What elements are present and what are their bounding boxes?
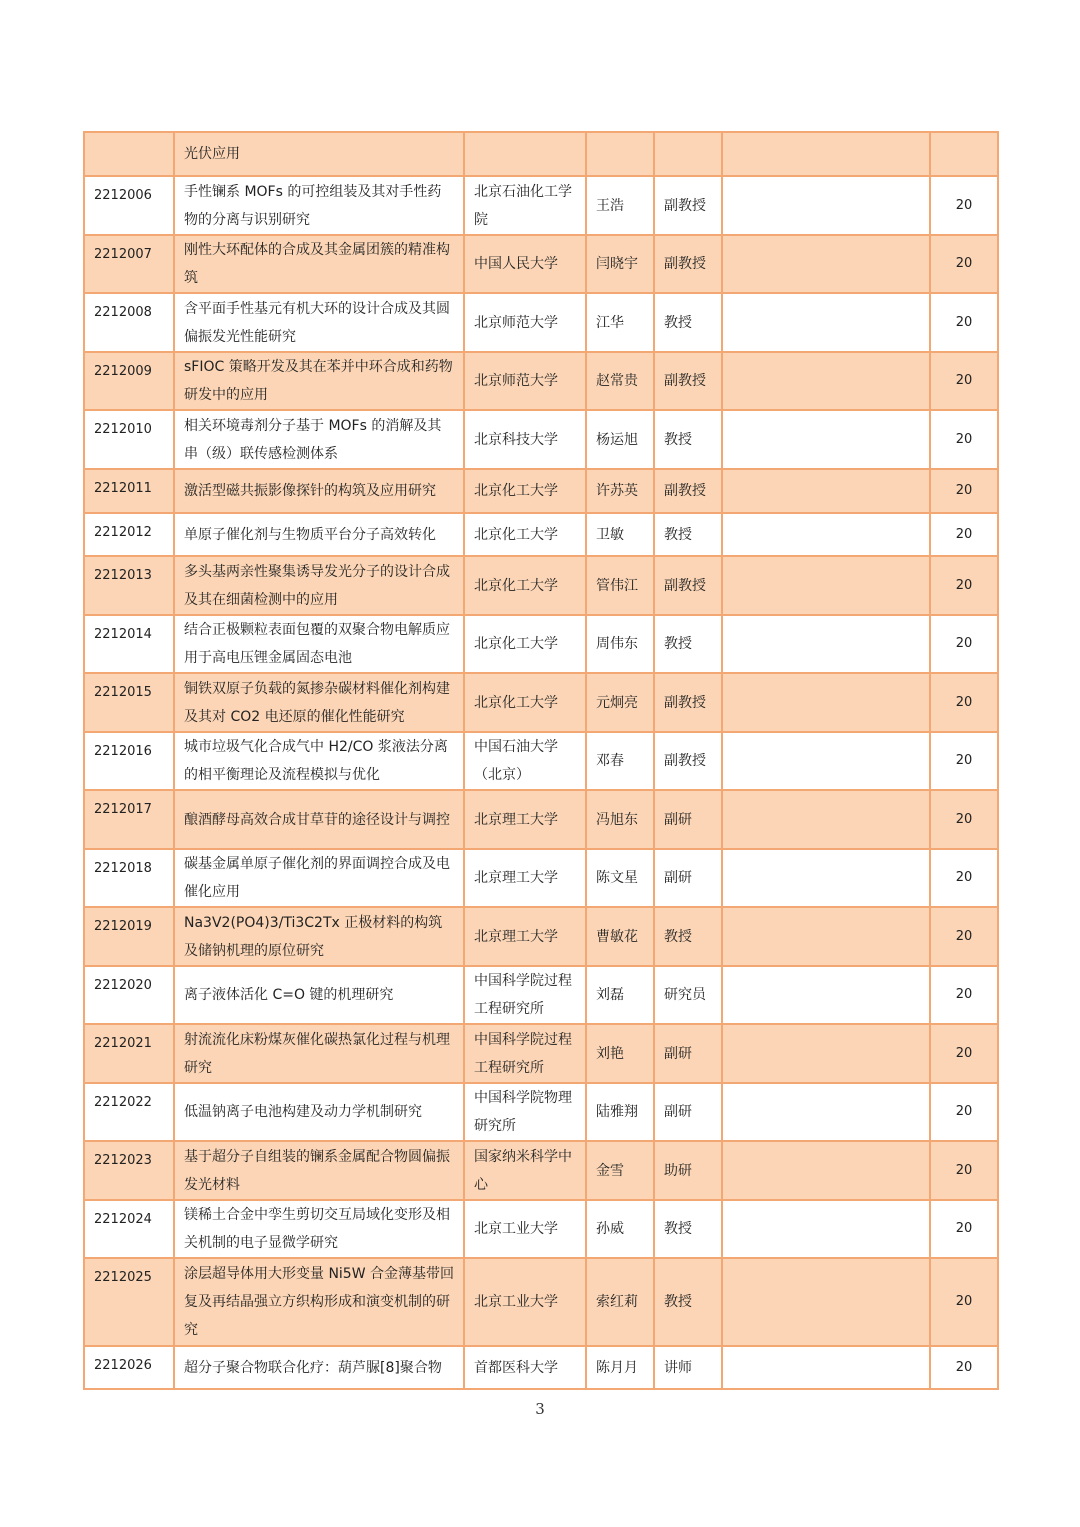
cell-note — [722, 556, 930, 615]
table-row — [84, 732, 998, 790]
cell-leader-name: 江华 — [586, 293, 654, 352]
cell-note — [722, 1346, 930, 1389]
table-row — [84, 556, 998, 615]
cell-project-title: 射流流化床粉煤灰催化碳热氯化过程与机理研究 — [174, 1024, 464, 1083]
table-body — [84, 132, 998, 1389]
cell-title-rank: 教授 — [654, 513, 722, 556]
cell-institution: 首都医科大学 — [464, 1346, 586, 1389]
cell-title-rank: 副教授 — [654, 732, 722, 790]
cell-project-title: 超分子聚合物联合化疗：葫芦脲[8]聚合物 — [174, 1346, 464, 1389]
cell-project-code: 2212011 — [84, 469, 174, 513]
cell-note — [722, 352, 930, 410]
table-row — [84, 1024, 998, 1083]
cell-title-rank: 教授 — [654, 615, 722, 673]
cell-institution: 北京理工大学 — [464, 907, 586, 966]
cell-title-rank: 副教授 — [654, 673, 722, 732]
cell-project-code: 2212008 — [84, 293, 174, 352]
cell-project-code: 2212020 — [84, 966, 174, 1024]
table-row — [84, 176, 998, 235]
cell-project-title: Na3V2(PO4)3/Ti3C2Tx 正极材料的构筑及储钠机理的原位研究 — [174, 907, 464, 966]
cell-institution: 北京化工大学 — [464, 513, 586, 556]
cell-note — [722, 907, 930, 966]
table-row — [84, 615, 998, 673]
cell-note — [722, 966, 930, 1024]
cell-institution: 中国人民大学 — [464, 235, 586, 293]
cell-leader-name: 金雪 — [586, 1141, 654, 1200]
cell-project-title: 镁稀土合金中孪生剪切交互局域化变形及相关机制的电子显微学研究 — [174, 1200, 464, 1258]
cell-title-rank: 副研 — [654, 1024, 722, 1083]
cell-project-code: 2212025 — [84, 1258, 174, 1346]
cell-project-title: 低温钠离子电池构建及动力学机制研究 — [174, 1083, 464, 1141]
cell-funding: 20 — [930, 176, 998, 235]
cell-note — [722, 1141, 930, 1200]
cell-note — [722, 1200, 930, 1258]
cell-note — [722, 732, 930, 790]
cell-leader-name: 邓春 — [586, 732, 654, 790]
cell-note — [722, 132, 930, 176]
cell-funding: 20 — [930, 293, 998, 352]
cell-title-rank: 副教授 — [654, 352, 722, 410]
cell-title-rank: 研究员 — [654, 966, 722, 1024]
cell-leader-name: 刘磊 — [586, 966, 654, 1024]
cell-project-title: 光伏应用 — [174, 132, 464, 176]
cell-project-code: 2212014 — [84, 615, 174, 673]
cell-leader-name: 闫晓宇 — [586, 235, 654, 293]
cell-project-title: 结合正极颗粒表面包覆的双聚合物电解质应用于高电压锂金属固态电池 — [174, 615, 464, 673]
cell-leader-name: 陆雅翔 — [586, 1083, 654, 1141]
cell-project-code: 2212019 — [84, 907, 174, 966]
table-row — [84, 966, 998, 1024]
cell-note — [722, 615, 930, 673]
cell-project-code: 2212012 — [84, 513, 174, 556]
cell-leader-name: 王浩 — [586, 176, 654, 235]
cell-project-code: 2212006 — [84, 176, 174, 235]
cell-institution: 中国科学院过程工程研究所 — [464, 1024, 586, 1083]
cell-title-rank: 副研 — [654, 790, 722, 849]
cell-institution: 中国科学院物理研究所 — [464, 1083, 586, 1141]
cell-note — [722, 235, 930, 293]
cell-funding: 20 — [930, 673, 998, 732]
cell-institution: 北京理工大学 — [464, 849, 586, 907]
cell-funding: 20 — [930, 907, 998, 966]
cell-project-title: 相关环境毒剂分子基于 MOFs 的消解及其串（级）联传感检测体系 — [174, 410, 464, 469]
cell-leader-name: 元炯亮 — [586, 673, 654, 732]
cell-funding: 20 — [930, 556, 998, 615]
cell-project-title: 刚性大环配体的合成及其金属团簇的精准构筑 — [174, 235, 464, 293]
cell-project-code: 2212009 — [84, 352, 174, 410]
cell-title-rank: 教授 — [654, 1200, 722, 1258]
table-row — [84, 1258, 998, 1346]
table-row — [84, 790, 998, 849]
cell-leader-name: 曹敏花 — [586, 907, 654, 966]
page-number: 3 — [535, 1400, 545, 1418]
cell-institution: 北京科技大学 — [464, 410, 586, 469]
cell-funding: 20 — [930, 352, 998, 410]
cell-leader-name: 陈文星 — [586, 849, 654, 907]
cell-title-rank: 副教授 — [654, 176, 722, 235]
cell-title-rank: 副研 — [654, 849, 722, 907]
cell-project-code: 2212023 — [84, 1141, 174, 1200]
cell-leader-name: 杨运旭 — [586, 410, 654, 469]
cell-title-rank: 副教授 — [654, 469, 722, 513]
cell-institution: 北京工业大学 — [464, 1258, 586, 1346]
cell-note — [722, 673, 930, 732]
cell-institution: 中国科学院过程工程研究所 — [464, 966, 586, 1024]
cell-leader-name: 管伟江 — [586, 556, 654, 615]
cell-project-title: 激活型磁共振影像探针的构筑及应用研究 — [174, 469, 464, 513]
cell-note — [722, 1258, 930, 1346]
cell-funding: 20 — [930, 732, 998, 790]
cell-funding: 20 — [930, 849, 998, 907]
cell-title-rank: 副教授 — [654, 556, 722, 615]
cell-leader-name: 卫敏 — [586, 513, 654, 556]
cell-institution: 北京石油化工学院 — [464, 176, 586, 235]
cell-project-code — [84, 132, 174, 176]
cell-project-title: 单原子催化剂与生物质平台分子高效转化 — [174, 513, 464, 556]
cell-project-code: 2212007 — [84, 235, 174, 293]
table-row — [84, 132, 998, 176]
cell-project-title: 涂层超导体用大形变量 Ni5W 合金薄基带回复及再结晶强立方织构形成和演变机制的研究 — [174, 1258, 464, 1346]
table-row — [84, 469, 998, 513]
cell-note — [722, 469, 930, 513]
cell-project-code: 2212018 — [84, 849, 174, 907]
cell-project-code: 2212010 — [84, 410, 174, 469]
cell-institution: 中国石油大学（北京） — [464, 732, 586, 790]
cell-institution: 北京工业大学 — [464, 1200, 586, 1258]
cell-institution: 北京理工大学 — [464, 790, 586, 849]
table-row — [84, 513, 998, 556]
cell-title-rank: 副研 — [654, 1083, 722, 1141]
cell-project-code: 2212017 — [84, 790, 174, 849]
cell-note — [722, 849, 930, 907]
cell-project-title: sFIOC 策略开发及其在苯并中环合成和药物研发中的应用 — [174, 352, 464, 410]
cell-project-title: 离子液体活化 C=O 键的机理研究 — [174, 966, 464, 1024]
cell-institution: 北京师范大学 — [464, 293, 586, 352]
table-row — [84, 1083, 998, 1141]
cell-note — [722, 790, 930, 849]
cell-note — [722, 1083, 930, 1141]
table-row — [84, 293, 998, 352]
table-row — [84, 1346, 998, 1389]
cell-funding: 20 — [930, 1141, 998, 1200]
cell-funding: 20 — [930, 790, 998, 849]
cell-note — [722, 1024, 930, 1083]
cell-note — [722, 513, 930, 556]
cell-leader-name: 刘艳 — [586, 1024, 654, 1083]
cell-project-title: 城市垃圾气化合成气中 H2/CO 浆液法分离的相平衡理论及流程模拟与优化 — [174, 732, 464, 790]
cell-institution: 北京化工大学 — [464, 469, 586, 513]
cell-note — [722, 410, 930, 469]
cell-funding: 20 — [930, 1083, 998, 1141]
table-row — [84, 235, 998, 293]
project-table — [83, 131, 999, 1390]
cell-title-rank: 助研 — [654, 1141, 722, 1200]
cell-project-title: 多头基两亲性聚集诱导发光分子的设计合成及其在细菌检测中的应用 — [174, 556, 464, 615]
cell-leader-name: 冯旭东 — [586, 790, 654, 849]
cell-project-code: 2212022 — [84, 1083, 174, 1141]
cell-title-rank — [654, 132, 722, 176]
cell-project-title: 酿酒酵母高效合成甘草苷的途径设计与调控 — [174, 790, 464, 849]
cell-funding: 20 — [930, 1258, 998, 1346]
cell-institution: 北京化工大学 — [464, 673, 586, 732]
table-row — [84, 410, 998, 469]
cell-institution — [464, 132, 586, 176]
cell-note — [722, 293, 930, 352]
cell-project-title: 铜铁双原子负载的氮掺杂碳材料催化剂构建及其对 CO2 电还原的催化性能研究 — [174, 673, 464, 732]
cell-title-rank: 教授 — [654, 1258, 722, 1346]
cell-funding: 20 — [930, 469, 998, 513]
cell-title-rank: 教授 — [654, 410, 722, 469]
cell-project-code: 2212021 — [84, 1024, 174, 1083]
cell-leader-name: 周伟东 — [586, 615, 654, 673]
cell-project-title: 含平面手性基元有机大环的设计合成及其圆偏振发光性能研究 — [174, 293, 464, 352]
cell-project-code: 2212015 — [84, 673, 174, 732]
cell-title-rank: 教授 — [654, 293, 722, 352]
cell-note — [722, 176, 930, 235]
cell-funding: 20 — [930, 966, 998, 1024]
table-row — [84, 352, 998, 410]
cell-funding: 20 — [930, 410, 998, 469]
cell-funding: 20 — [930, 1024, 998, 1083]
cell-project-title: 基于超分子自组装的镧系金属配合物圆偏振发光材料 — [174, 1141, 464, 1200]
cell-project-code: 2212016 — [84, 732, 174, 790]
cell-title-rank: 副教授 — [654, 235, 722, 293]
cell-leader-name: 许苏英 — [586, 469, 654, 513]
cell-institution: 国家纳米科学中心 — [464, 1141, 586, 1200]
cell-leader-name: 孙威 — [586, 1200, 654, 1258]
table-row — [84, 673, 998, 732]
cell-funding: 20 — [930, 615, 998, 673]
cell-leader-name: 索红莉 — [586, 1258, 654, 1346]
cell-funding: 20 — [930, 1200, 998, 1258]
cell-title-rank: 教授 — [654, 907, 722, 966]
cell-funding: 20 — [930, 1346, 998, 1389]
cell-funding — [930, 132, 998, 176]
cell-funding: 20 — [930, 235, 998, 293]
table-row — [84, 1141, 998, 1200]
cell-institution: 北京师范大学 — [464, 352, 586, 410]
table-row — [84, 1200, 998, 1258]
cell-project-title: 手性镧系 MOFs 的可控组装及其对手性药物的分离与识别研究 — [174, 176, 464, 235]
cell-project-code: 2212013 — [84, 556, 174, 615]
cell-project-title: 碳基金属单原子催化剂的界面调控合成及电催化应用 — [174, 849, 464, 907]
cell-leader-name: 陈月月 — [586, 1346, 654, 1389]
cell-title-rank: 讲师 — [654, 1346, 722, 1389]
cell-funding: 20 — [930, 513, 998, 556]
cell-project-code: 2212024 — [84, 1200, 174, 1258]
table-row — [84, 849, 998, 907]
cell-institution: 北京化工大学 — [464, 615, 586, 673]
table-row — [84, 907, 998, 966]
cell-leader-name: 赵常贵 — [586, 352, 654, 410]
cell-institution: 北京化工大学 — [464, 556, 586, 615]
cell-leader-name — [586, 132, 654, 176]
cell-project-code: 2212026 — [84, 1346, 174, 1389]
